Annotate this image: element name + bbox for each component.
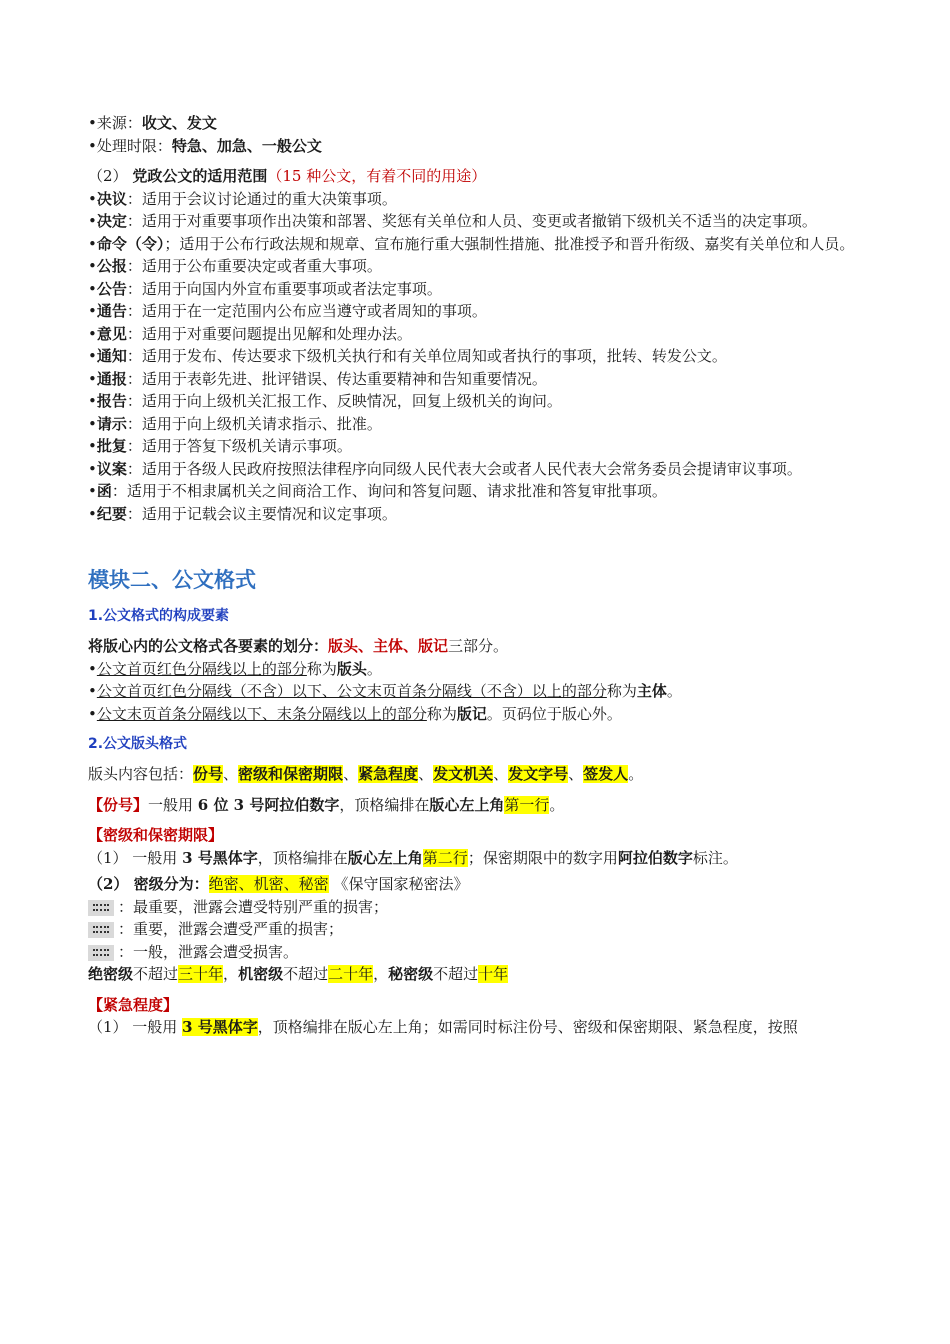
list-item: •通知：适用于发布、传达要求下级机关执行和有关单位周知或者执行的事项，批转、转发公文。 (88, 347, 727, 365)
list-item: •命令（令）；适用于公布行政法规和规章、宣布施行重大强制性措施、批准授予和晋升衔级、嘉奖有关单位和人员。 (88, 234, 855, 253)
document-page (88, 112, 860, 1039)
miji-tag: 【密级和保密期限】 (88, 826, 224, 844)
list-item: •公告：适用于向国内外宣布重要事项或者法定事项。 (88, 279, 442, 298)
head-content-line: 版头内容包括：份号、密级和保密期限、紧急程度、发文机关、发文字号、签发人。 (88, 765, 644, 783)
doc-type-list (88, 188, 860, 526)
list-item: •公报：适用于公布重要决定或者重大事项。 (88, 257, 382, 275)
list-item: •意见：适用于对重要问题提出见解和处理办法。 (88, 324, 412, 343)
section-heading-2: 2.公文版头格式 (88, 736, 188, 752)
scope-heading: （2） 党政公文的适用范围（15 种公文，有着不同的用途） (88, 167, 487, 185)
miji-line-1: （1） 一般用 3 号黑体字，顶格编排在版心左上角第二行；保密期限中的数字用阿拉伯数字标注。 (88, 848, 738, 867)
secret-level-1-icon (88, 900, 114, 916)
list-item: •纪要：适用于记载会议主要情况和议定事项。 (88, 504, 397, 523)
list-item: •请示：适用于向上级机关请求指示、批准。 (88, 414, 382, 433)
miji-line-2: （2） 密级分为：绝密、机密、秘密 《保守国家秘密法》 (88, 875, 469, 893)
list-item: •议案：适用于各级人民政府按照法律程序向同级人民代表大会或者人民代表大会常务委员会提请审议事项。 (88, 459, 802, 478)
urgency-tag: 【紧急程度】 (88, 995, 179, 1014)
list-item: •公文末页首条分隔线以下、末条分隔线以上的部分称为版记。页码位于版心外。 (88, 704, 622, 723)
list-item: •决定：适用于对重要事项作出决策和部署、奖惩有关单位和人员、变更或者撤销下级机关不适当的决定事项。 (88, 212, 817, 230)
section-heading-1: 1.公文格式的构成要素 (88, 608, 230, 624)
level-row-2: ：重要，泄露会遭受严重的损害； (88, 918, 860, 941)
urgency-line-1: （1） 一般用 3 号黑体字，顶格编排在版心左上角；如需同时标注份号、密级和保密期限、紧急程度，按照 (88, 1018, 798, 1036)
list-item: •通告：适用于在一定范围内公布应当遵守或者周知的事项。 (88, 302, 487, 320)
secret-level-3-icon (88, 945, 114, 961)
level-row-3: ：一般，泄露会遭受损害。 (88, 941, 860, 964)
module-title: 模块二、公文格式 (88, 568, 256, 592)
list-item: •决议：适用于会议讨论通过的重大决策事项。 (88, 189, 397, 208)
time-limit-line: •处理时限：特急、加急、一般公文 (88, 136, 322, 155)
years-line: 绝密级不超过三十年，机密级不超过二十年，秘密级不超过十年 (88, 965, 509, 983)
secret-level-2-icon (88, 922, 114, 938)
intro-line: 将版心内的公文格式各要素的划分：版头、主体、版记三部分。 (88, 637, 509, 655)
fenhao-line: 【份号】一般用 6 位 3 号阿拉伯数字，顶格编排在版心左上角第一行。 (88, 795, 565, 814)
level-row-1: ：最重要，泄露会遭受特别严重的损害； (88, 896, 860, 919)
list-item: •通报：适用于表彰先进、批评错误、传达重要精神和告知重要情况。 (88, 369, 547, 388)
list-item: •公文首页红色分隔线（不含）以下、公文末页首条分隔线（不含）以上的部分称为主体。 (88, 682, 682, 700)
source-line: •来源：收文、发文 (88, 114, 217, 132)
list-item: •报告：适用于向上级机关汇报工作、反映情况，回复上级机关的询问。 (88, 392, 562, 410)
list-item: •批复：适用于答复下级机关请示事项。 (88, 437, 352, 455)
list-item: •公文首页红色分隔线以上的部分称为版头。 (88, 659, 382, 678)
list-item: •函：适用于不相隶属机关之间商洽工作、询问和答复问题、请求批准和答复审批事项。 (88, 482, 667, 500)
